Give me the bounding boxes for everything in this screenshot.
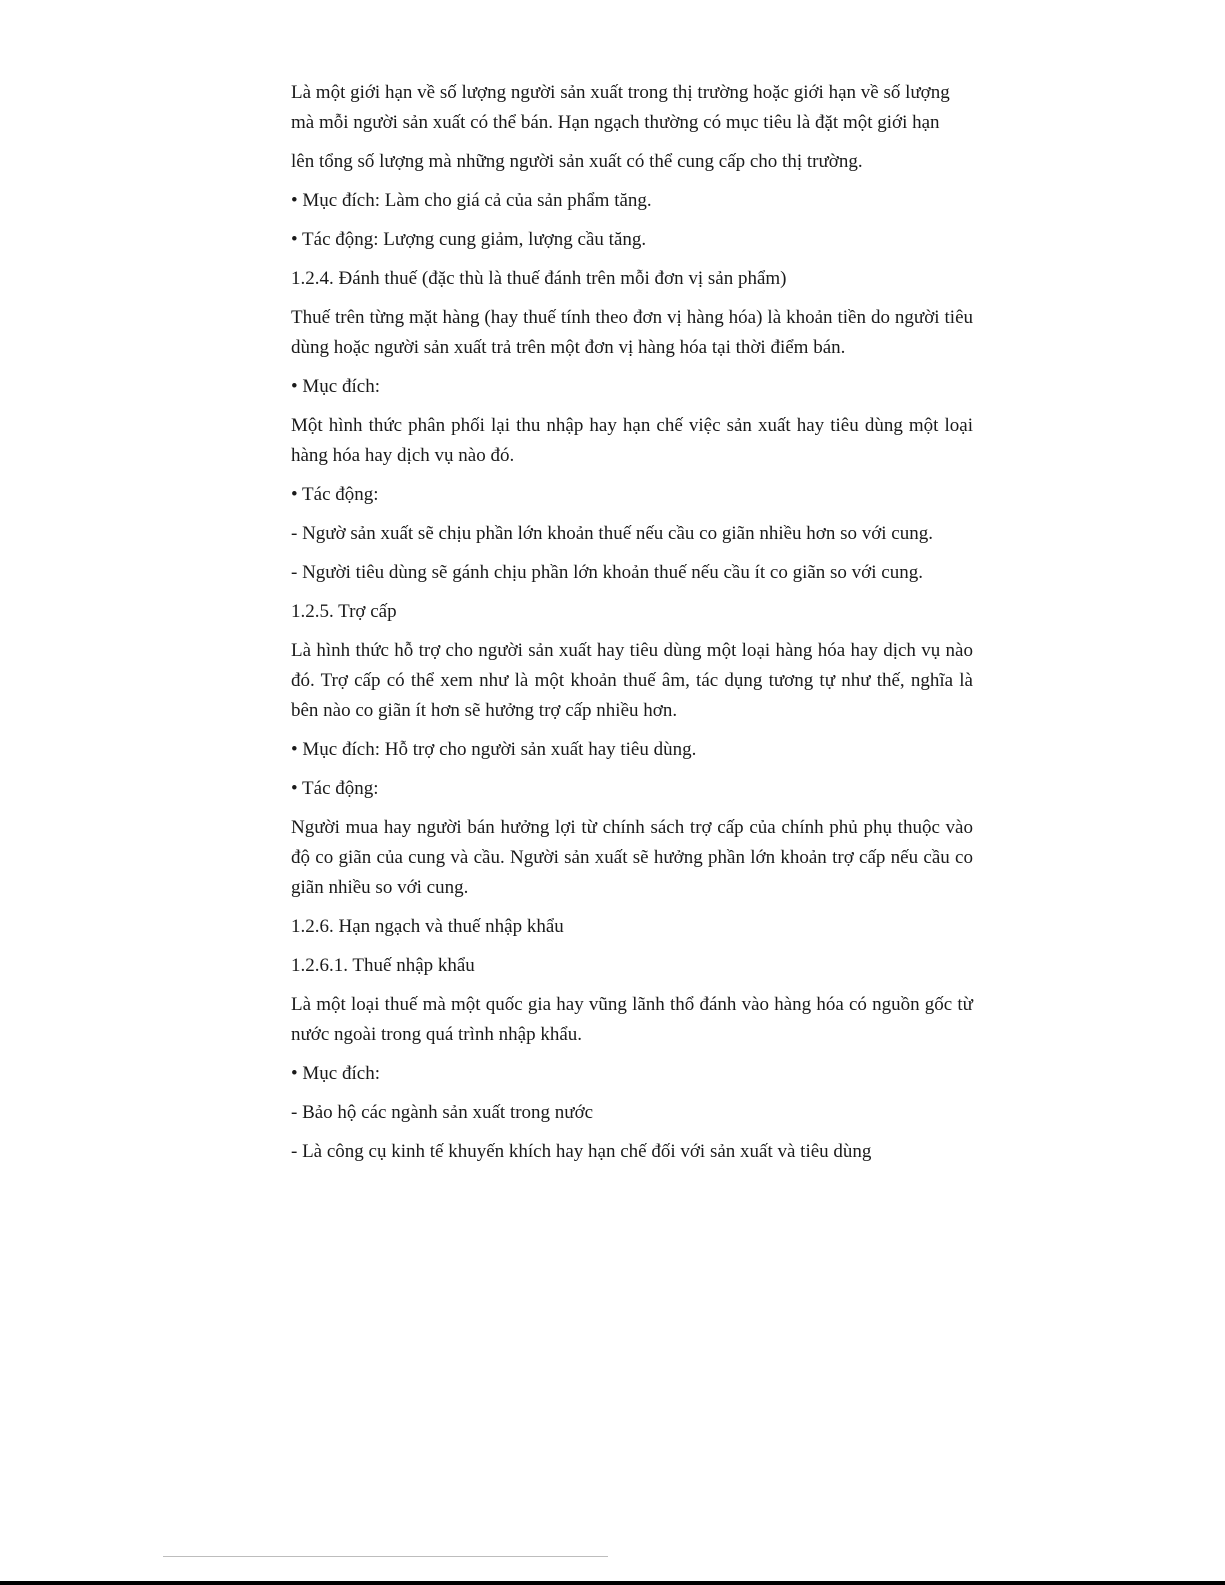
page-body [291, 78, 973, 1167]
section-heading-1-2-6: 1.2.6. Hạn ngạch và thuế nhập khẩu [291, 916, 564, 937]
subsidy-impact-bullet: • Tác động: [291, 778, 379, 799]
tax-impact-producer-item: - Ngườ sản xuất sẽ chịu phần lớn khoản thuế nếu cầu co giãn nhiều hơn so với cung. [291, 523, 933, 544]
quota-definition-line-1: Là một giới hạn về số lượng người sản xuất trong thị trường hoặc giới hạn về số lượng [291, 82, 950, 103]
tax-purpose-paragraph: Một hình thức phân phối lại thu nhập hay hạn chế việc sản xuất hay tiêu dùng một loại hàng hóa hay dịch vụ nào đó. [291, 415, 973, 466]
quota-definition-line-2: mà mỗi người sản xuất có thể bán. Hạn ngạch thường có mục tiêu là đặt một giới hạn [291, 112, 940, 133]
tax-impact-bullet: • Tác động: [291, 484, 379, 505]
section-heading-1-2-5: 1.2.5. Trợ cấp [291, 601, 397, 622]
quota-definition-line-3: lên tổng số lượng mà những người sản xuất có thể cung cấp cho thị trường. [291, 151, 863, 172]
section-heading-1-2-4: 1.2.4. Đánh thuế (đặc thù là thuế đánh trên mỗi đơn vị sản phẩm) [291, 268, 787, 289]
subsidy-purpose-bullet: • Mục đích: Hỗ trợ cho người sản xuất hay tiêu dùng. [291, 739, 697, 760]
import-tax-purpose-bullet: • Mục đích: [291, 1063, 380, 1084]
import-tax-purpose-item-1: - Bảo hộ các ngành sản xuất trong nước [291, 1102, 594, 1123]
page-bottom-border [0, 1581, 1225, 1585]
tax-definition-paragraph: Thuế trên từng mặt hàng (hay thuế tính theo đơn vị hàng hóa) là khoản tiền do người tiêu dùng hoặc người sản xuất trả trên một đơn vị hàng hóa tại thời điểm bán. [291, 307, 973, 358]
quota-impact-bullet: • Tác động: Lượng cung giảm, lượng cầu tăng. [291, 229, 647, 250]
import-tax-purpose-item-2: - Là công cụ kinh tế khuyến khích hay hạn chế đối với sản xuất và tiêu dùng [291, 1141, 872, 1162]
tax-purpose-bullet: • Mục đích: [291, 376, 380, 397]
quota-definition-paragraph [291, 78, 973, 177]
tax-impact-consumer-item: - Người tiêu dùng sẽ gánh chịu phần lớn khoản thuế nếu cầu ít co giãn so với cung. [291, 562, 923, 583]
quota-purpose-bullet: • Mục đích: Làm cho giá cả của sản phẩm tăng. [291, 190, 652, 211]
subsidy-impact-paragraph: Người mua hay người bán hưởng lợi từ chính sách trợ cấp của chính phủ phụ thuộc vào độ co giãn của cung và cầu. Người sản xuất sẽ hưởng phần lớn khoản trợ cấp nếu cầu co giãn nhiều so với cung. [291, 817, 973, 898]
subsidy-definition-paragraph: Là hình thức hỗ trợ cho người sản xuất hay tiêu dùng một loại hàng hóa hay dịch vụ nào đó. Trợ cấp có thể xem như là một khoản thuế âm, tác dụng tương tự như thế, nghĩa là bên nào co giãn ít hơn sẽ hưởng trợ cấp nhiều hơn. [291, 640, 973, 721]
footnote-separator [163, 1556, 608, 1557]
import-tax-definition-paragraph: Là một loại thuế mà một quốc gia hay vũng lãnh thổ đánh vào hàng hóa có nguồn gốc từ nước ngoài trong quá trình nhập khẩu. [291, 994, 973, 1045]
section-heading-1-2-6-1: 1.2.6.1. Thuế nhập khẩu [291, 955, 475, 976]
